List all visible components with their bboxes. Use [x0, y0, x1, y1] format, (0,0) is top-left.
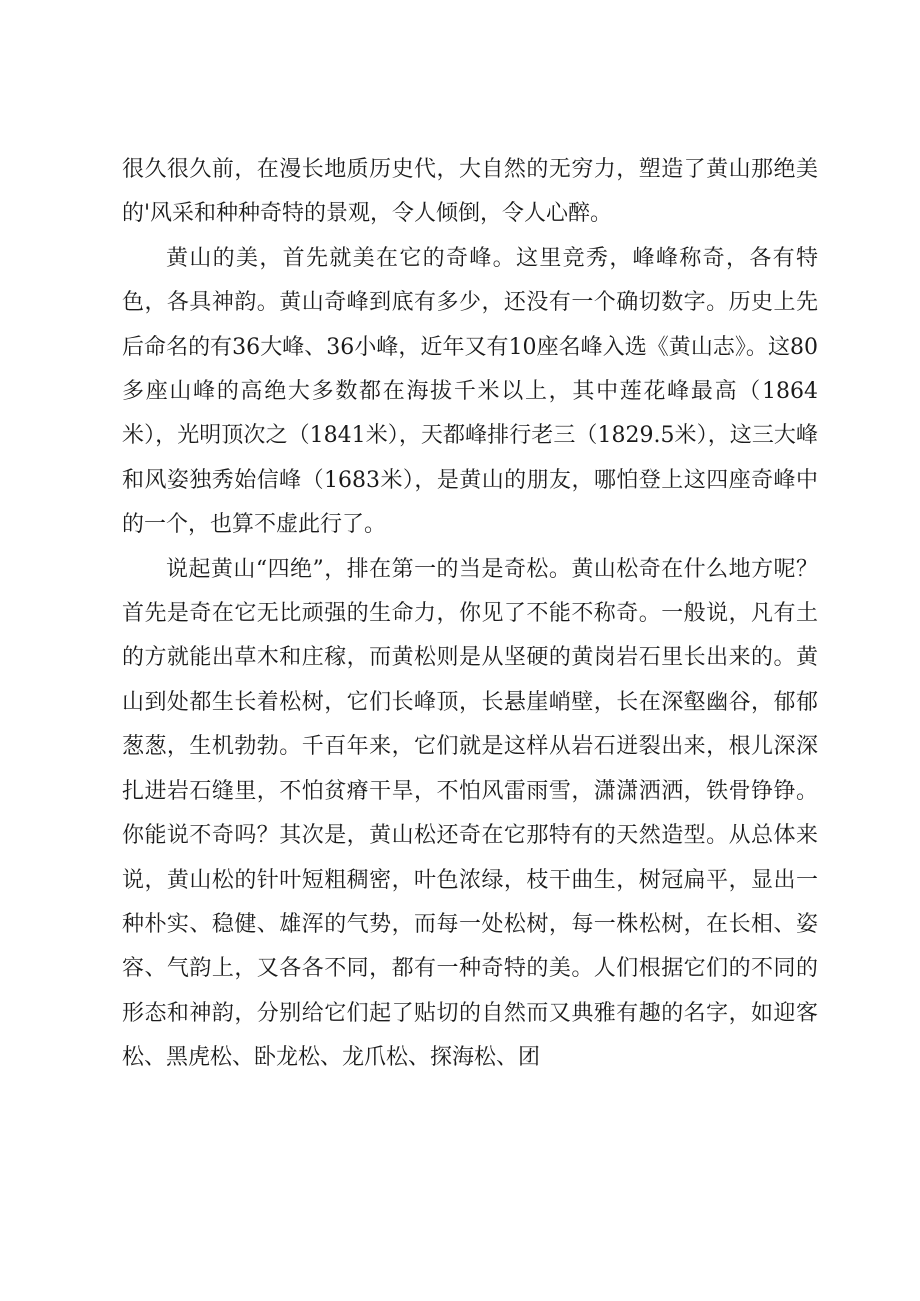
paragraph-pines: 说起黄山“四绝”，排在第一的当是奇松。黄山松奇在什么地方呢？首先是奇在它无比顽强的生命力，你见了不能不称奇。一般说，凡有土的方就能出草木和庄稼，而黄松则是从坚硬的黄岗岩石里长出来的。黄山到处都生长着松树，它们长峰顶，长悬崖峭壁，长在深壑幽谷，郁郁葱葱，生机勃勃。千百年来，它们就是这样从岩石迸裂出来，根儿深深扎进岩石缝里，不怕贫瘠干旱，不怕风雷雨雪，潇潇洒洒，铁骨铮铮。你能说不奇吗？其次是，黄山松还奇在它那特有的天然造型。从总体来说，黄山松的针叶短粗稠密，叶色浓绿，枝干曲生，树冠扁平，显出一种朴实、稳健、雄浑的气势，而每一处松树，每一株松树，在长相、姿容、气韵上，又各各不同，都有一种奇特的美。人们根据它们的不同的形态和神韵，分别给它们起了贴切的自然而又典雅有趣的名字，如迎客松、黑虎松、卧龙松、龙爪松、探海松、团: [122, 556, 818, 1071]
document-body: [122, 148, 818, 1081]
paragraph-peaks: 黄山的美，首先就美在它的奇峰。这里竞秀，峰峰称奇，各有特色，各具神韵。黄山奇峰到底有多少，还没有一个确切数字。历史上先后命名的有36大峰、36小峰，近年又有10座名峰入选《黄山志》。这80多座山峰的高绝大多数都在海拔千米以上，其中莲花峰最高（1864米），光明顶次之（1841米），天都峰排行老三（1829.5米），这三大峰和风姿独秀始信峰（1683米），是黄山的朋友，哪怕登上这四座奇峰中的一个，也算不虚此行了。: [122, 245, 818, 538]
paragraph-intro: 很久很久前，在漫长地质历史代，大自然的无穷力，塑造了黄山那绝美的'风采和种种奇特的景观，令人倾倒，令人心醉。: [122, 157, 818, 227]
